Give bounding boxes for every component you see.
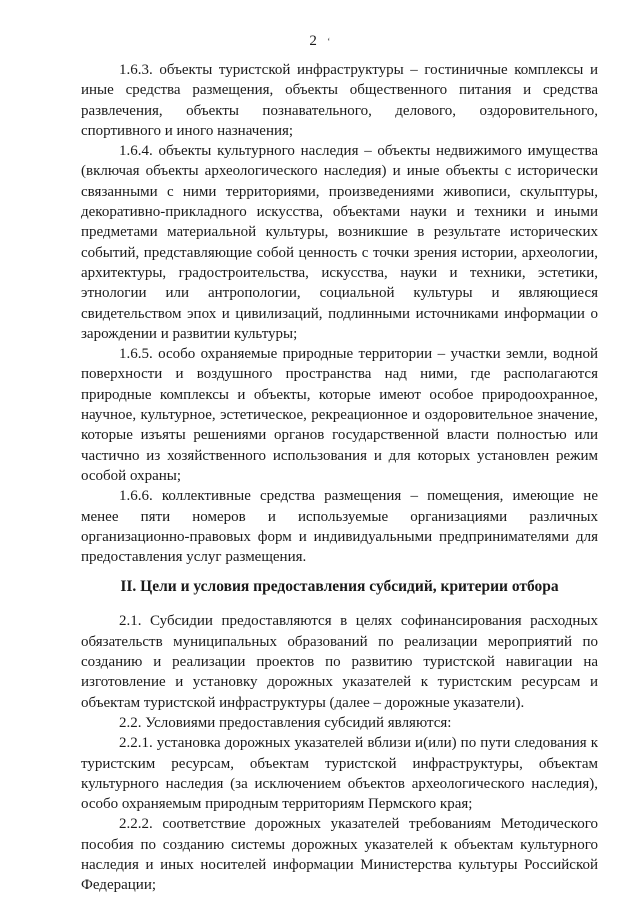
paragraph-1-6-4: 1.6.4. объекты культурного наследия – объекты недвижимого имущества (включая объекты археологического наследия) и иные объекты с исторически связанными с ними территориями, произведениями живописи, скульптуры, декоративно-прикладного искусства, объектами науки и техники и иными предметами материальной культуры, возникшие в результате исторических событий, представляющие собой ценность с точки зрения истории, археологии, архитектуры, градостроительства, искусства, науки и техники, эстетики, этнологии или антропологии, социальной культуры и являющиеся свидетельством эпох и цивилизаций, подлинными источниками информации о зарождении и развитии культуры; [81, 143, 598, 342]
page-mark: ʻ [326, 36, 331, 48]
paragraph-2-2-1: 2.2.1. установка дорожных указателей вблизи и(или) по пути следования к туристским ресурсам, объектам туристской инфраструктуры, объектам культурного наследия (за исключением объектов археологического наследия), особо охраняемым природным территориям Пермского края; [81, 735, 598, 813]
paragraph-2-1: 2.1. Субсидии предоставляются в целях софинансирования расходных обязательств муниципальных образований по реализации мероприятий по созданию и реализации проектов по развитию туристской навигации на изготовление и установку дорожных указателей к туристским ресурсам и объектам туристской инфраструктуры (далее – дорожные указатели). [81, 613, 598, 711]
paragraph-1-6-6: 1.6.6. коллективные средства размещения – помещения, имеющие не менее пяти номеров и используемые организациями различных организационно-правовых форм и индивидуальными предпринимателями для предоставления услуг размещения. [81, 488, 598, 566]
page-number-line [0, 33, 640, 50]
paragraph-1-6-3: 1.6.3. объекты туристской инфраструктуры – гостиничные комплексы и иные средства размещения, объекты общественного питания и средства развлечения, объекты познавательного, делового, оздоровительного, спортивного и иного назначения; [81, 62, 598, 139]
page-number: 2 [309, 33, 317, 49]
document-body [81, 60, 598, 896]
paragraph-1-6-5: 1.6.5. особо охраняемые природные территории – участки земли, водной поверхности и воздушного пространства над ними, где располагаются природные комплексы и объекты, которые имеют особое природоохранное, научное, культурное, эстетическое, рекреационное и оздоровительное значение, которые изъяты решениями органов государственной власти полностью или частично из хозяйственного использования и для которых установлен режим особой охраны; [81, 346, 598, 484]
paragraph-2-2-2: 2.2.2. соответствие дорожных указателей требованиям Методического пособия по созданию системы дорожных указателей к объектам культурного наследия и иных носителей информации Министерства культуры Российской Федерации; [81, 816, 598, 894]
section-heading: II. Цели и условия предоставления субсидий, критерии отбора [120, 578, 559, 596]
paragraph-2-2: 2.2. Условиями предоставления субсидий являются: [119, 714, 452, 731]
